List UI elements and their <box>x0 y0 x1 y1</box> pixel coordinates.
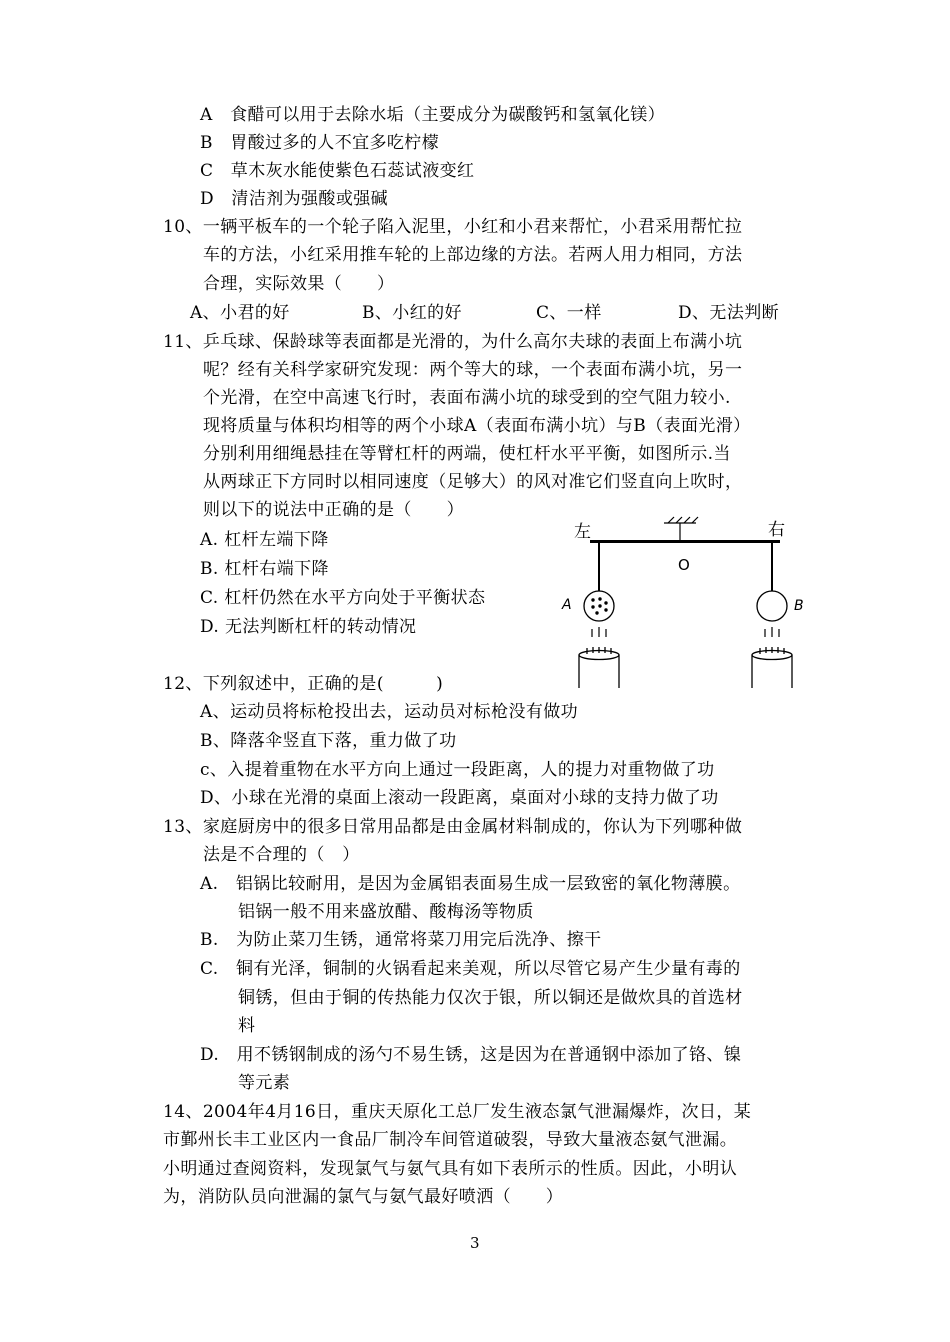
q13-line-2: 法是不合理的（ ） <box>203 845 360 865</box>
q10-option-d: D、无法判断 <box>678 303 780 323</box>
q14-line-3: 小明通过查阅资料，发现氯气与氨气具有如下表所示的性质。因此，小明认 <box>163 1159 738 1179</box>
q9-option-c: C 草木灰水能使紫色石蕊试液变红 <box>200 161 475 181</box>
q12-option-b: B、降落伞竖直下落，重力做了功 <box>200 731 457 751</box>
page-number: 3 <box>470 1234 480 1252</box>
q13-option-a-cont: 铝锅一般不用来盛放醋、酸梅汤等物质 <box>238 902 534 922</box>
q11-line-7: 则以下的说法中正确的是（ ） <box>203 500 464 520</box>
q12-option-d: D、小球在光滑的桌面上滚动一段距离，桌面对小球的支持力做了功 <box>200 788 719 808</box>
label-right: 右 <box>768 520 785 540</box>
q11-option-b: B. 杠杆右端下降 <box>200 559 329 579</box>
blower-a <box>579 647 619 688</box>
q13-option-a: A. 铝锅比较耐用，是因为金属铝表面易生成一层致密的氧化物薄膜。 <box>200 874 741 894</box>
lever-bar <box>590 540 780 543</box>
q12-option-c: c、入提着重物在水平方向上通过一段距离，人的提力对重物做了功 <box>200 760 715 780</box>
q11-line-1: 11、乒乓球、保龄球等表面都是光滑的，为什么高尔夫球的表面上布满小坑 <box>163 332 743 352</box>
q10-option-c: C、一样 <box>536 303 602 323</box>
q13-option-d-cont: 等元素 <box>238 1073 291 1093</box>
q12-stem: 12、下列叙述中，正确的是( ) <box>163 674 444 694</box>
q9-option-a: A 食醋可以用于去除水垢（主要成分为碳酸钙和氢氧化镁） <box>200 105 666 125</box>
q10-line-2: 车的方法，小红采用推车轮的上部边缘的方法。若两人用力相同，方法 <box>203 245 743 265</box>
q10-option-b: B、小红的好 <box>362 303 462 323</box>
label-pivot: O <box>678 556 690 574</box>
q14-line-2: 市鄞州长丰工业区内一食品厂制冷车间管道破裂，导致大量液态氨气泄漏。 <box>163 1130 738 1150</box>
q12-option-a: A、运动员将标枪投出去，运动员对标枪没有做功 <box>200 702 579 722</box>
q11-option-a: A. 杠杆左端下降 <box>200 530 329 550</box>
wind-lines-b <box>765 627 779 637</box>
label-ball-b: B <box>794 598 804 614</box>
q11-line-4: 现将质量与体积均相等的两个小球A（表面布满小坑）与B（表面光滑） <box>203 416 751 436</box>
q13-option-c-cont-1: 铜锈，但由于铜的传热能力仅次于银，所以铜还是做炊具的首选材 <box>238 988 743 1008</box>
q13-option-b: B. 为防止菜刀生锈，通常将菜刀用完后洗净、擦干 <box>200 930 602 950</box>
q13-option-c: C. 铜有光泽，铜制的火锅看起来美观，所以尽管它易产生少量有毒的 <box>200 959 741 979</box>
q11-line-2: 呢？经有关科学家研究发现：两个等大的球，一个表面布满小坑，另一 <box>203 360 743 380</box>
q11-option-d: D. 无法判断杠杆的转动情况 <box>200 617 417 637</box>
q13-line-1: 13、家庭厨房中的很多日常用品都是由金属材料制成的，你认为下列哪种做 <box>163 817 743 837</box>
q9-option-d: D 清洁剂为强酸或强碱 <box>200 189 389 209</box>
q13-option-c-cont-2: 料 <box>238 1016 256 1036</box>
label-ball-a: A <box>562 597 572 613</box>
q11-line-5: 分别利用细绳悬挂在等臂杠杆的两端，使杠杆水平平衡，如图所示.当 <box>203 444 731 464</box>
q9-option-b: B 胃酸过多的人不宜多吃柠檬 <box>200 133 440 153</box>
label-left: 左 <box>574 522 591 542</box>
q14-line-4: 为，消防队员向泄漏的氯气与氨气最好喷洒（ ） <box>163 1187 564 1207</box>
q11-option-c: C. 杠杆仍然在水平方向处于平衡状态 <box>200 588 486 608</box>
ball-b <box>757 591 787 621</box>
q14-line-1: 14、2004年4月16日，重庆天原化工总厂发生液态氯气泄漏爆炸，次日，某 <box>163 1102 752 1122</box>
q13-option-d: D. 用不锈钢制成的汤勺不易生锈，这是因为在普通钢中添加了铬、镍 <box>200 1045 742 1065</box>
wind-lines-a <box>592 627 606 637</box>
lever-diagram <box>560 515 804 690</box>
ceiling-hatch <box>664 517 698 523</box>
blower-b <box>752 647 792 688</box>
q10-line-1: 10、一辆平板车的一个轮子陷入泥里，小红和小君来帮忙，小君采用帮忙拉 <box>163 217 743 237</box>
q11-line-3: 个光滑，在空中高速飞行时，表面布满小坑的球受到的空气阻力较小. <box>203 388 731 408</box>
q11-line-6: 从两球正下方同时以相同速度（足够大）的风对准它们竖直向上吹时， <box>203 472 743 492</box>
q10-line-3: 合理，实际效果（ ） <box>203 274 395 294</box>
q10-option-a: A、小君的好 <box>190 303 290 323</box>
